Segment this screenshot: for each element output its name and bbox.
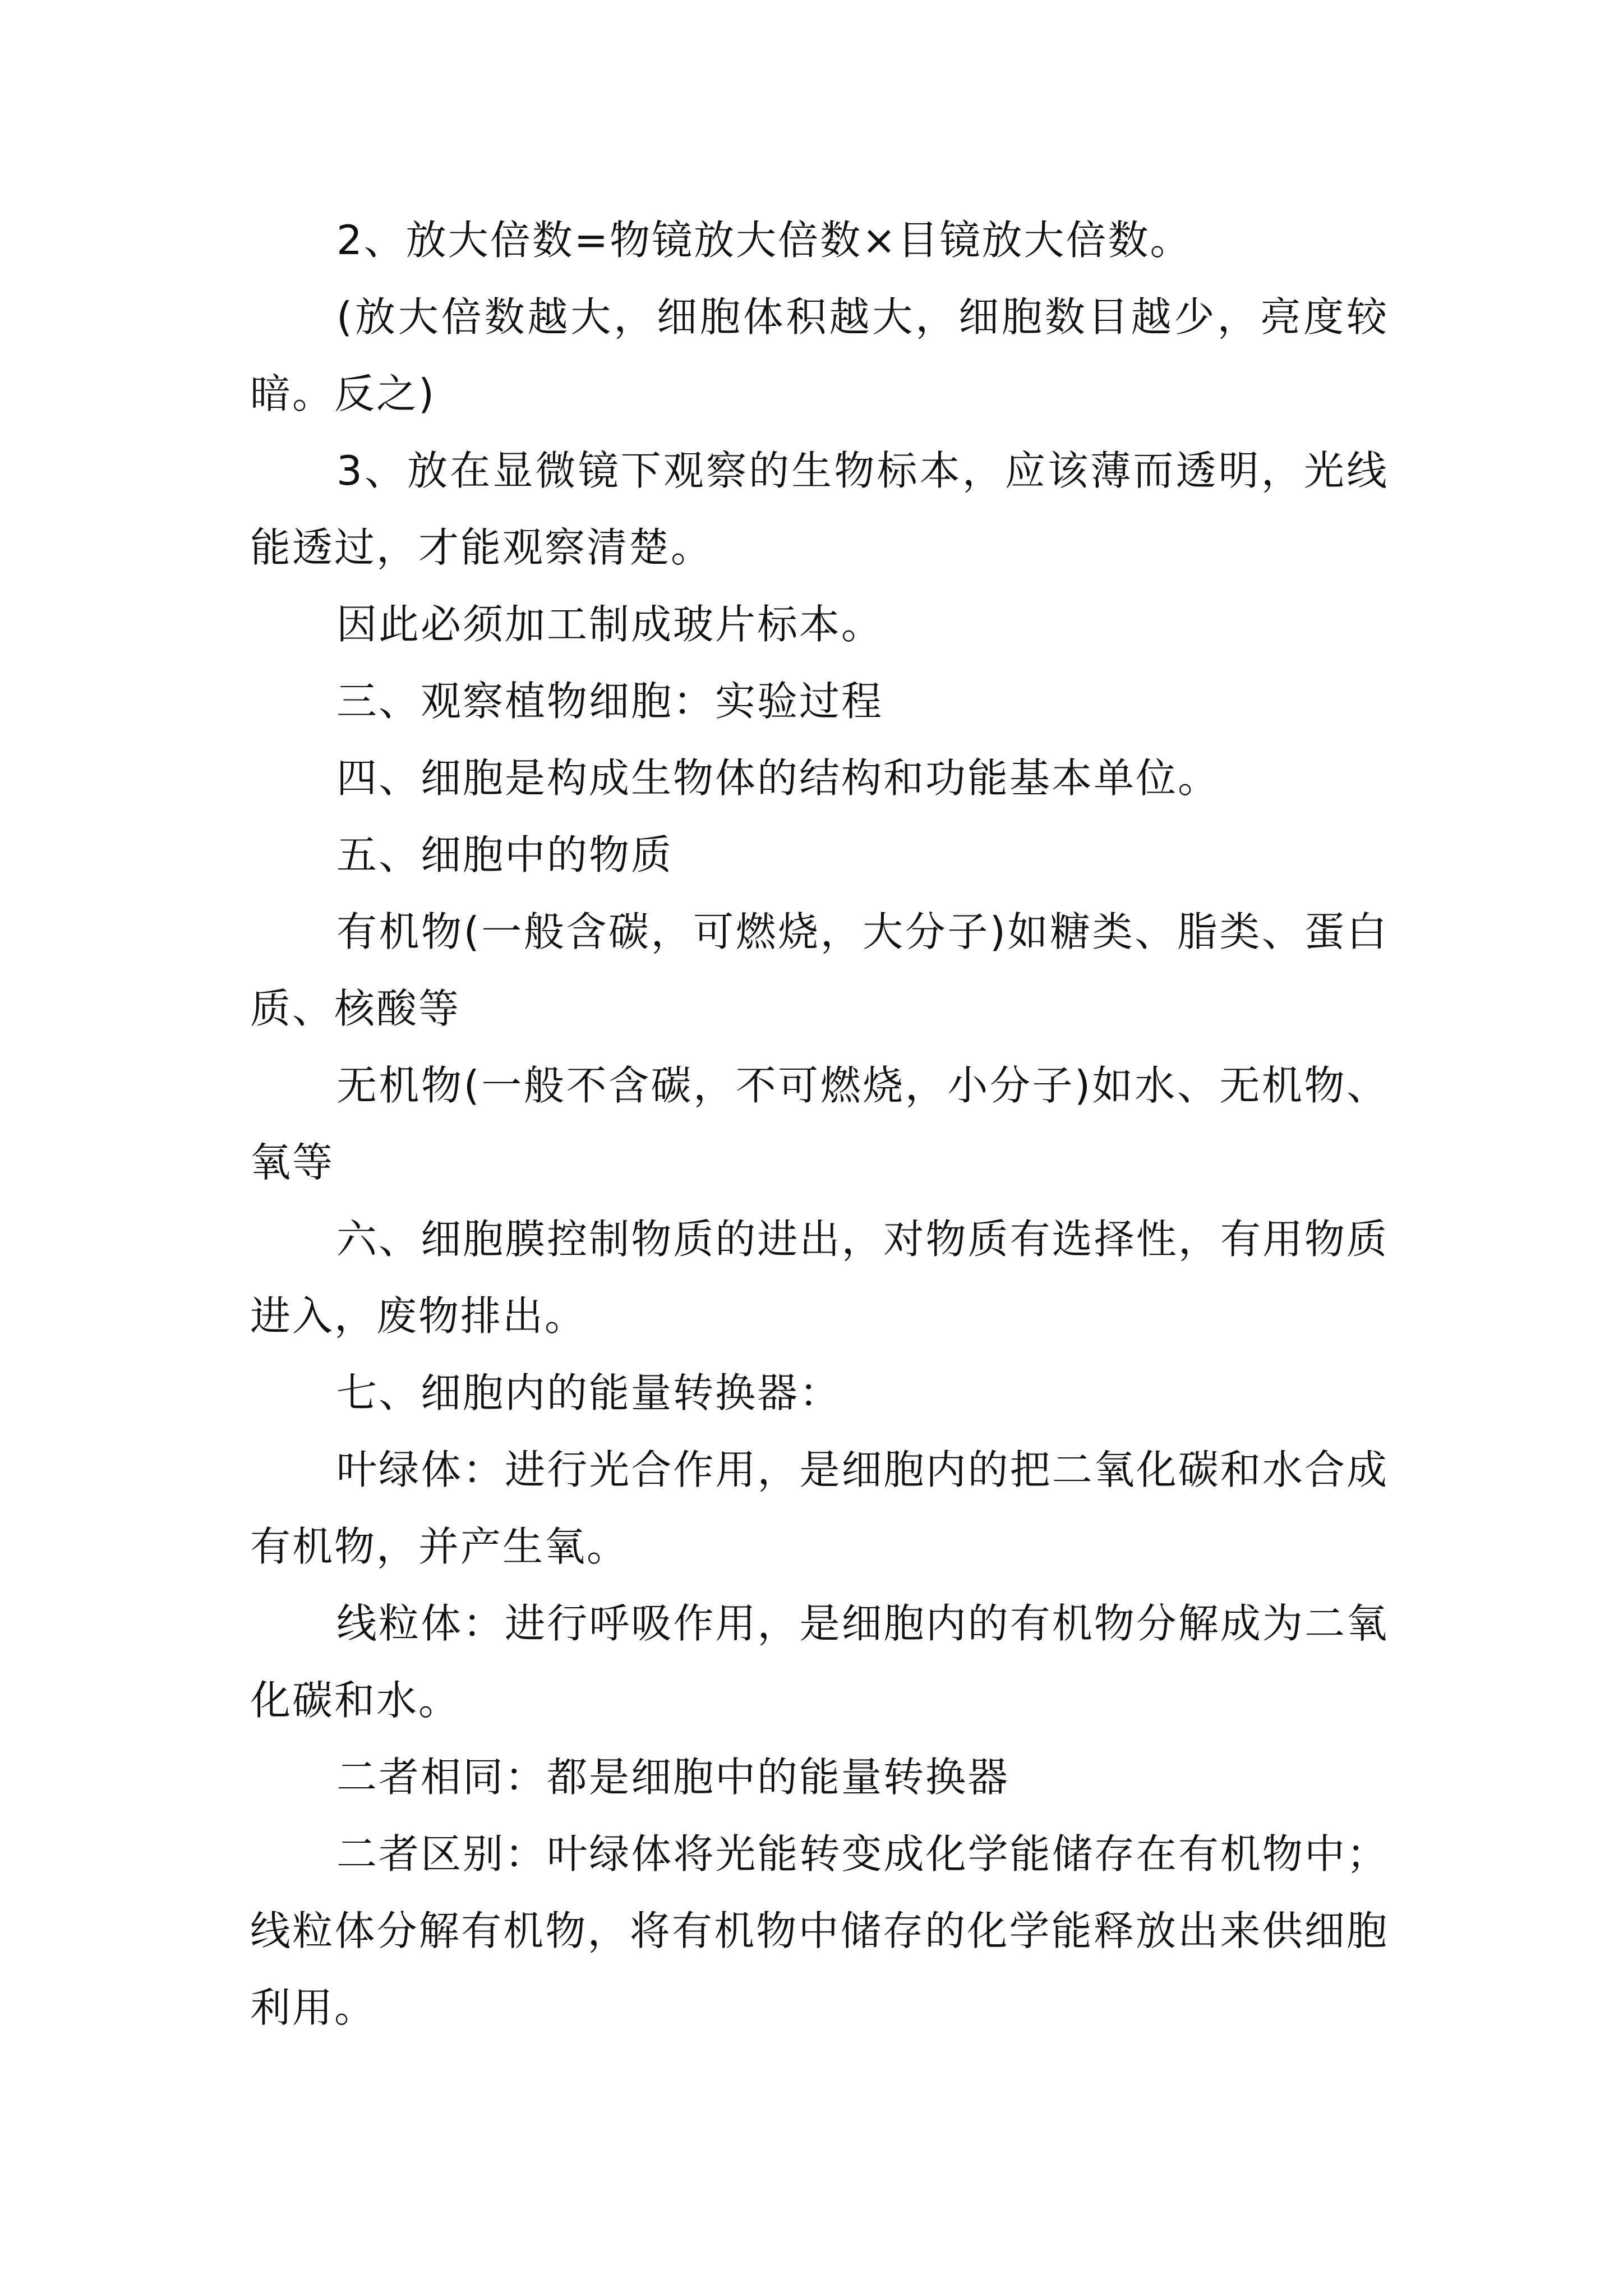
paragraph-slide-specimen: 因此必须加工制成玻片标本。 xyxy=(336,601,884,648)
paragraph-section-six: 六、细胞膜控制物质的进出，对物质有选择性，有用物质进入，废物排出。 xyxy=(250,1216,1389,1340)
paragraph-section-seven: 七、细胞内的能量转换器： xyxy=(336,1369,842,1416)
paragraph-magnification-formula: 2、放大倍数=物镜放大倍数×目镜放大倍数。 xyxy=(336,217,1192,264)
paragraph-inorganic-matter: 无机物(一般不含碳，不可燃烧，小分子)如水、无机物、氧等 xyxy=(250,1062,1389,1186)
paragraph-section-four: 四、细胞是构成生物体的结构和功能基本单位。 xyxy=(336,754,1220,802)
paragraph-section-three: 三、观察植物细胞：实验过程 xyxy=(336,678,884,725)
document-body xyxy=(250,202,1389,2046)
paragraph-mitochondria: 线粒体：进行呼吸作用，是细胞内的有机物分解成为二氧化碳和水。 xyxy=(250,1600,1389,1724)
paragraph-similarity: 二者相同：都是细胞中的能量转换器 xyxy=(336,1754,1010,1801)
paragraph-difference: 二者区别：叶绿体将光能转变成化学能储存在有机物中；线粒体分解有机物，将有机物中储存的化学能释放出来供细胞利用。 xyxy=(250,1830,1389,2031)
paragraph-chloroplast: 叶绿体：进行光合作用，是细胞内的把二氧化碳和水合成有机物，并产生氧。 xyxy=(250,1446,1389,1570)
paragraph-organic-matter: 有机物(一般含碳，可燃烧，大分子)如糖类、脂类、蛋白质、核酸等 xyxy=(250,908,1389,1032)
paragraph-specimen-requirement: 3、放在显微镜下观察的生物标本，应该薄而透明，光线能透过，才能观察清楚。 xyxy=(250,447,1389,571)
paragraph-magnification-note: (放大倍数越大，细胞体积越大，细胞数目越少，亮度较暗。反之) xyxy=(250,293,1389,417)
paragraph-section-five: 五、细胞中的物质 xyxy=(336,831,674,878)
